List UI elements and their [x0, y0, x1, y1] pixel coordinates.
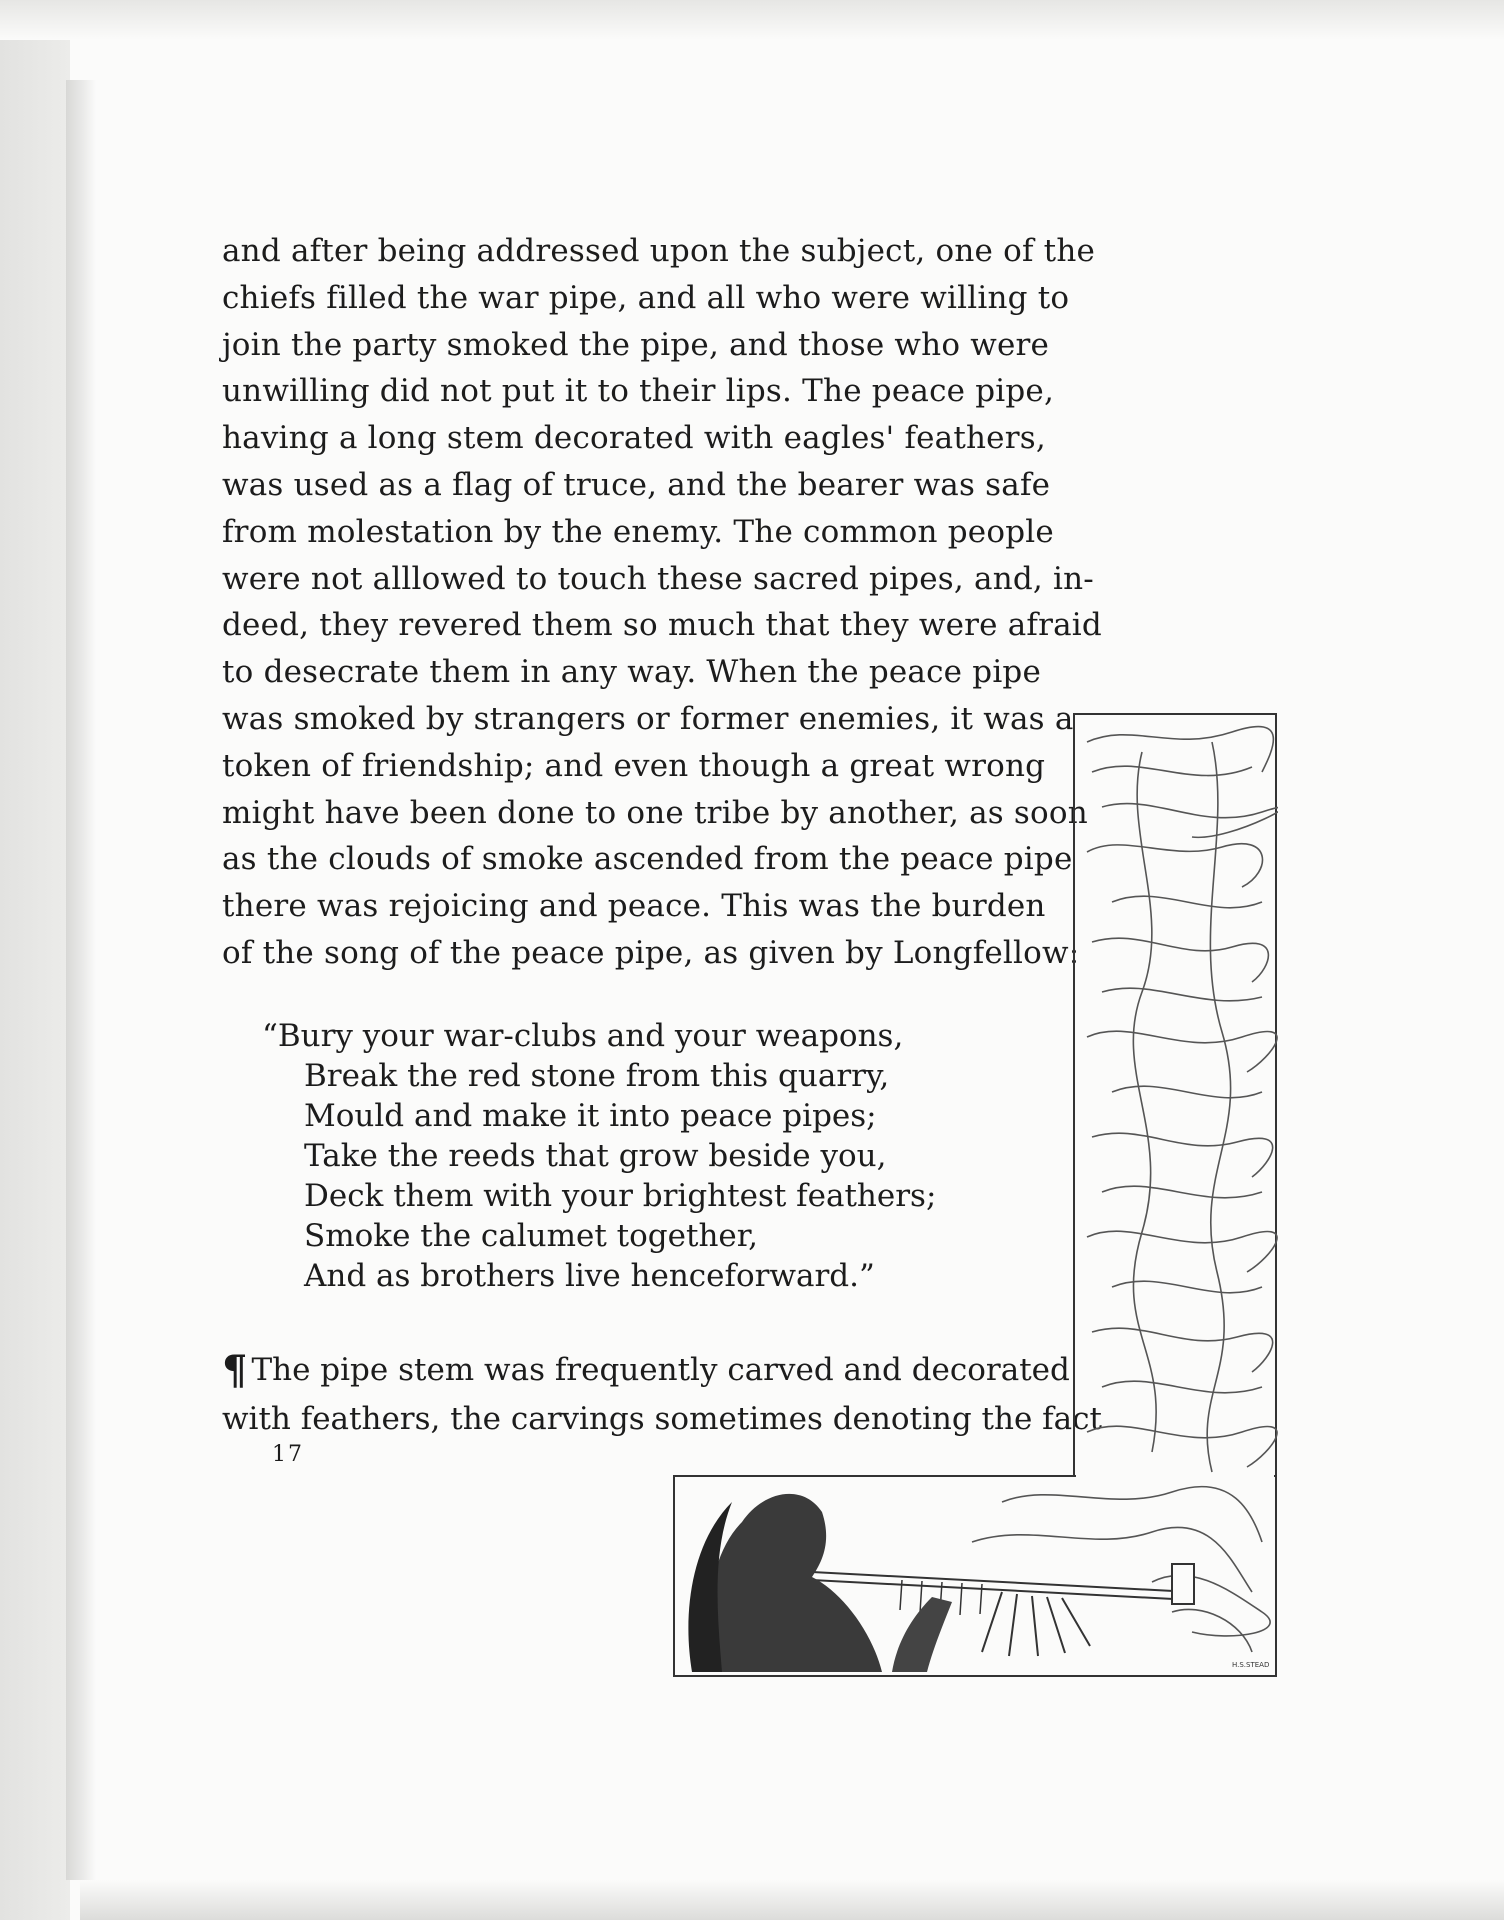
text-line: of the song of the peace pipe, as given by Longfellow: [222, 934, 1080, 971]
verse-line: Break the red stone from this quarry, [304, 1058, 890, 1094]
verse-line: Deck them with your brightest feathers; [304, 1178, 937, 1214]
text-line: from molestation by the enemy. The common people [222, 513, 1054, 550]
top-edge-shadow [0, 0, 1504, 40]
smoke-frame-border [1074, 714, 1276, 1476]
figure-smoking-pipe [688, 1494, 952, 1672]
text-line: to desecrate them in any way. When the peace pipe [222, 654, 1042, 691]
verse-line: Take the reeds that grow beside you, [304, 1138, 887, 1174]
binding-edge [0, 0, 70, 1920]
text-line: there was rejoicing and peace. This was the burden [222, 888, 1046, 925]
text-line: token of friendship; and even though a great wrong [222, 747, 1046, 784]
text-line: unwilling did not put it to their lips. The peace pipe, [222, 373, 1055, 410]
text-line-content: The pipe stem was frequently carved and decorated [251, 1352, 1070, 1388]
page-number: 17 [272, 1442, 304, 1467]
verse-line: Smoke the calumet together, [304, 1218, 759, 1254]
text-line: was used as a flag of truce, and the bearer was safe [222, 466, 1051, 503]
artist-signature: H.S.STEAD [1232, 1661, 1270, 1669]
verse-line: And as brothers live henceforward.” [304, 1258, 875, 1294]
text-line: might have been done to one tribe by another, as soon [222, 794, 1088, 831]
text-line: as the clouds of smoke ascended from the peace pipe [222, 841, 1073, 878]
text-line: deed, they revered them so much that they were afraid [222, 607, 1102, 644]
text-line: having a long stem decorated with eagles' feathers, [222, 420, 1046, 457]
text-line: were not alllowed to touch these sacred pipes, and, in- [222, 560, 1094, 597]
smoke-swirls [1087, 727, 1278, 1472]
peace-pipe-illustration [672, 712, 1278, 1678]
text-line: join the party smoked the pipe, and those who were [222, 326, 1050, 363]
text-line: and after being addressed upon the subject, one of the [222, 233, 1096, 269]
text-line: with feathers, the carvings sometimes denoting the fact [222, 1401, 1102, 1437]
pilcrow-mark: ¶ [222, 1347, 248, 1394]
gutter-shadow [66, 80, 96, 1880]
verse-line: “Bury your war-clubs and your weapons, [262, 1018, 904, 1054]
bottom-edge-shadow [80, 1880, 1504, 1920]
text-line: was smoked by strangers or former enemies, it was a [222, 700, 1074, 737]
text-line: chiefs filled the war pipe, and all who were willing to [222, 279, 1070, 316]
verse-line: Mould and make it into peace pipes; [304, 1098, 877, 1134]
